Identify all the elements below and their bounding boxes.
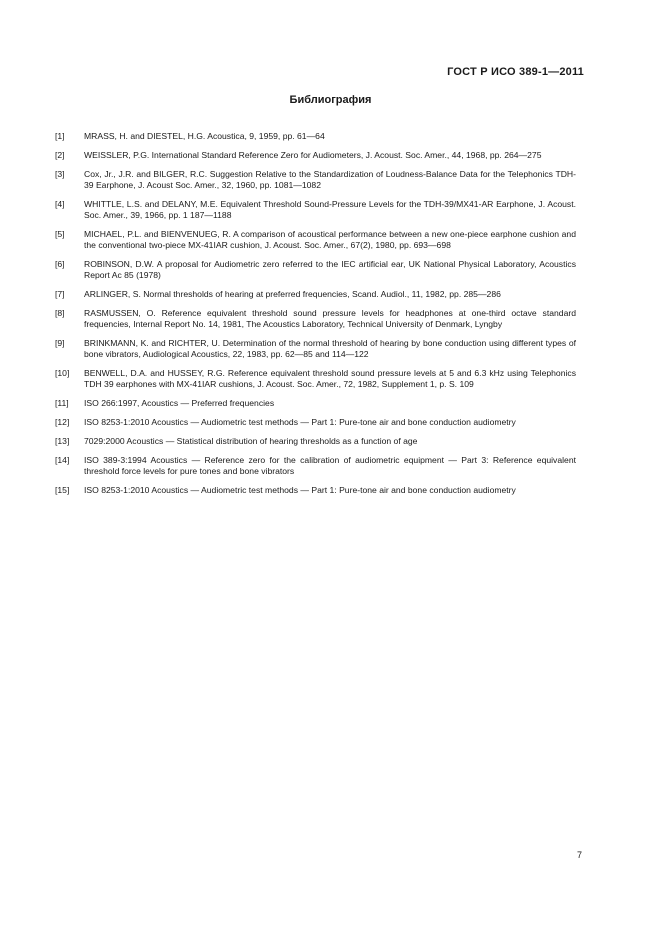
reference-item (55, 455, 576, 477)
reference-number: [9] (55, 338, 65, 348)
reference-text: Cox, Jr., J.R. and BILGER, R.C. Suggestion Relative to the Standardization of Loudness-Balance Data for the Telephonics TDH-39 Earphone, J. Acoust Soc. Amer., 32, 1960, pp. 1081—1082 (84, 169, 576, 190)
bibliography-title: Библиография (289, 94, 372, 106)
reference-text: ISO 389-3:1994 Acoustics — Reference zero for the calibration of audiometric equipment — Part 3: Reference equivalent threshold force levels for pure tones and bone vibrators (84, 455, 576, 476)
reference-item (55, 485, 576, 496)
reference-text: WEISSLER, P.G. International Standard Reference Zero for Audiometers, J. Acoust. Soc. Amer., 44, 1968, pp. 264—275 (84, 150, 542, 160)
reference-number: [13] (55, 436, 70, 446)
reference-item (55, 259, 576, 281)
reference-item (55, 338, 576, 360)
reference-number: [6] (55, 259, 65, 269)
reference-number: [3] (55, 169, 65, 179)
reference-text: BENWELL, D.A. and HUSSEY, R.G. Reference equivalent threshold sound pressure levels at 5 and 6.3 kHz using Telephonics TDH 39 earphones with MX-41IAR cushions, J. Acoust. Soc. Amer., 72, 1982, Supplement 1, p. S. 109 (84, 368, 576, 389)
reference-number: [4] (55, 199, 65, 209)
reference-text: MICHAEL, P.L. and BIENVENUEG, R. A comparison of acoustical performance between a new one-piece earphone cushion and the conventional two-piece MX-41IAR cushion, J. Acoust. Soc. Amer., 67(2), 1980, pp. 693—698 (84, 229, 576, 250)
reference-number: [12] (55, 417, 70, 427)
reference-text: ROBINSON, D.W. A proposal for Audiometric zero referred to the IEC artificial ear, UK National Physical Laboratory, Acoustics Report Ac 85 (1978) (84, 259, 576, 280)
reference-text: BRINKMANN, K. and RICHTER, U. Determination of the normal threshold of hearing by bone conduction using different types of bone vibrators, Audiological Acoustics, 22, 1983, pp. 62—85 and 114—122 (84, 338, 576, 359)
reference-number: [7] (55, 289, 65, 299)
document-code: ГОСТ Р ИСО 389-1—2011 (447, 66, 584, 78)
reference-item (55, 417, 576, 428)
reference-text: MRASS, H. and DIESTEL, H.G. Acoustica, 9, 1959, pp. 61—64 (84, 131, 325, 141)
reference-number: [14] (55, 455, 70, 465)
reference-text: ARLINGER, S. Normal thresholds of hearing at preferred frequencies, Scand. Audiol., 11, 1982, pp. 285—286 (84, 289, 501, 299)
reference-item (55, 289, 576, 300)
reference-text: ISO 266:1997, Acoustics — Preferred frequencies (84, 398, 275, 408)
page-number: 7 (576, 850, 582, 860)
reference-list (55, 131, 576, 504)
reference-text: ISO 8253-1:2010 Acoustics — Audiometric test methods — Part 1: Pure-tone air and bone conduction audiometry (84, 485, 516, 495)
reference-item (55, 398, 576, 409)
reference-text: WHITTLE, L.S. and DELANY, M.E. Equivalent Threshold Sound-Pressure Levels for the TDH-39/MX41-AR Earphone, J. Acoust. Soc. Amer., 39, 1966, pp. 1 187—1188 (84, 199, 576, 220)
reference-number: [15] (55, 485, 70, 495)
reference-item (55, 150, 576, 161)
reference-number: [8] (55, 308, 65, 318)
reference-text: 7029:2000 Acoustics — Statistical distribution of hearing thresholds as a function of age (84, 436, 418, 446)
reference-number: [11] (55, 398, 69, 408)
reference-item (55, 169, 576, 191)
reference-item (55, 436, 576, 447)
reference-text: RASMUSSEN, O. Reference equivalent threshold sound pressure levels for headphones at one-third octave standard frequencies, Internal Report No. 14, 1981, The Acoustics Laboratory, Technical University of Denmark, Lyngby (84, 308, 576, 329)
reference-item (55, 308, 576, 330)
reference-text: ISO 8253-1:2010 Acoustics — Audiometric test methods — Part 1: Pure-tone air and bone conduction audiometry (84, 417, 516, 427)
reference-item (55, 368, 576, 390)
reference-item (55, 131, 576, 142)
reference-number: [1] (55, 131, 65, 141)
reference-number: [5] (55, 229, 65, 239)
reference-item (55, 229, 576, 251)
reference-number: [10] (55, 368, 70, 378)
reference-number: [2] (55, 150, 65, 160)
reference-item (55, 199, 576, 221)
